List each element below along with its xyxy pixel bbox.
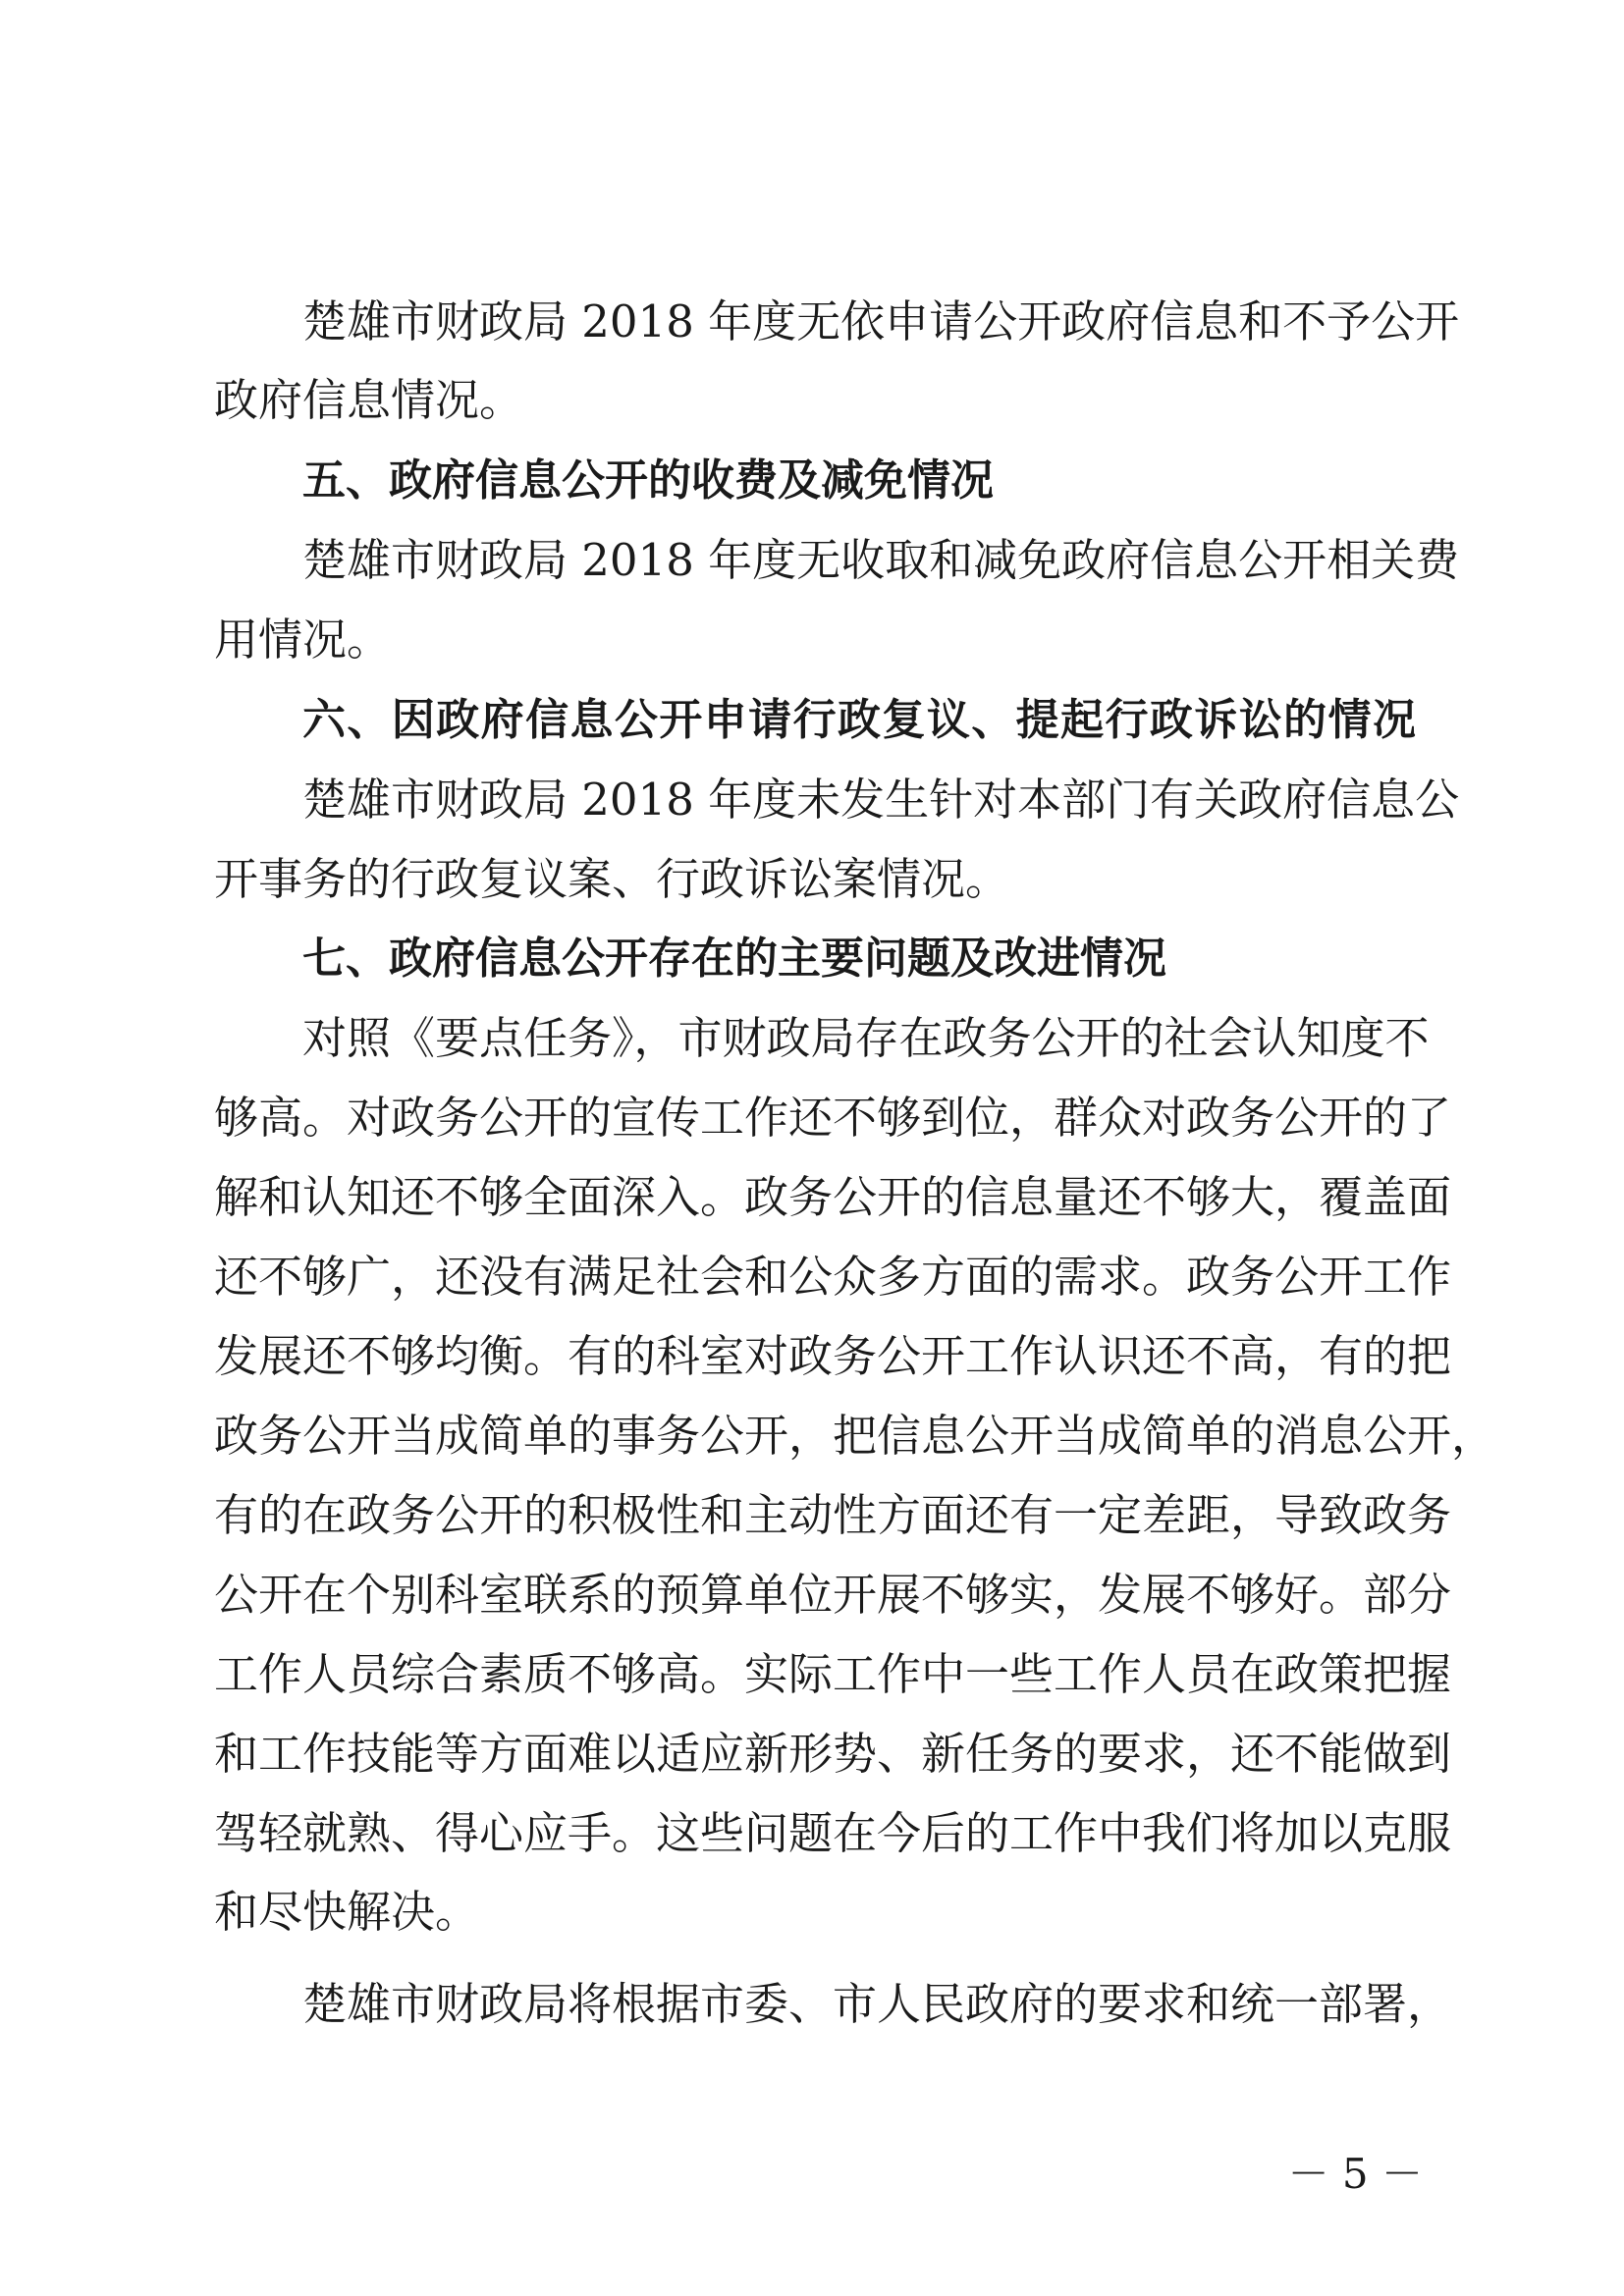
paragraph-line: 楚雄市财政局 2018 年度无收取和减免政府信息公开相关费 — [302, 534, 1460, 586]
paragraph-line: 和工作技能等方面难以适应新形势、新任务的要求，还不能做到 — [214, 1728, 1452, 1780]
paragraph-line: 公开在个别科室联系的预算单位开展不够实，发展不够好。部分 — [214, 1569, 1452, 1621]
paragraph-line: 够高。对政务公开的宣传工作还不够到位，群众对政务公开的了 — [214, 1092, 1452, 1144]
paragraph-line: 政府信息情况。 — [214, 374, 524, 426]
paragraph-line: 政务公开当成简单的事务公开，把信息公开当成简单的消息公开， — [214, 1410, 1496, 1462]
paragraph-line: 对照《要点任务》，市财政局存在政务公开的社会认知度不 — [302, 1012, 1430, 1064]
paragraph-line: 解和认知还不够全面深入。政务公开的信息量还不够大，覆盖面 — [214, 1171, 1452, 1223]
paragraph-line: 楚雄市财政局 2018 年度未发生针对本部门有关政府信息公 — [302, 774, 1460, 826]
section-heading: 七、政府信息公开存在的主要问题及改进情况 — [302, 934, 1166, 984]
paragraph-line: 楚雄市财政局 2018 年度无依申请公开政府信息和不予公开 — [302, 295, 1460, 347]
section-heading: 六、因政府信息公开申请行政复议、提起行政诉讼的情况 — [302, 695, 1416, 745]
paragraph-line: 驾轻就熟、得心应手。这些问题在今后的工作中我们将加以克服 — [214, 1807, 1452, 1859]
paragraph-line: 楚雄市财政局将根据市委、市人民政府的要求和统一部署， — [302, 1978, 1452, 2030]
paragraph-line: 还不够广，还没有满足社会和公众多方面的需求。政务公开工作 — [214, 1251, 1452, 1303]
paragraph-line: 用情况。 — [214, 614, 392, 666]
section-heading: 五、政府信息公开的收费及减免情况 — [302, 455, 994, 506]
paragraph-line: 开事务的行政复议案、行政诉讼案情况。 — [214, 853, 1010, 905]
paragraph-line: 工作人员综合素质不够高。实际工作中一些工作人员在政策把握 — [214, 1648, 1452, 1700]
paragraph-line: 和尽快解决。 — [214, 1886, 480, 1938]
page-number: － 5 － — [1287, 2150, 1423, 2198]
paragraph-line: 有的在政务公开的积极性和主动性方面还有一定差距，导致政务 — [214, 1489, 1452, 1541]
paragraph-line: 发展还不够均衡。有的科室对政务公开工作认识还不高，有的把 — [214, 1330, 1452, 1382]
